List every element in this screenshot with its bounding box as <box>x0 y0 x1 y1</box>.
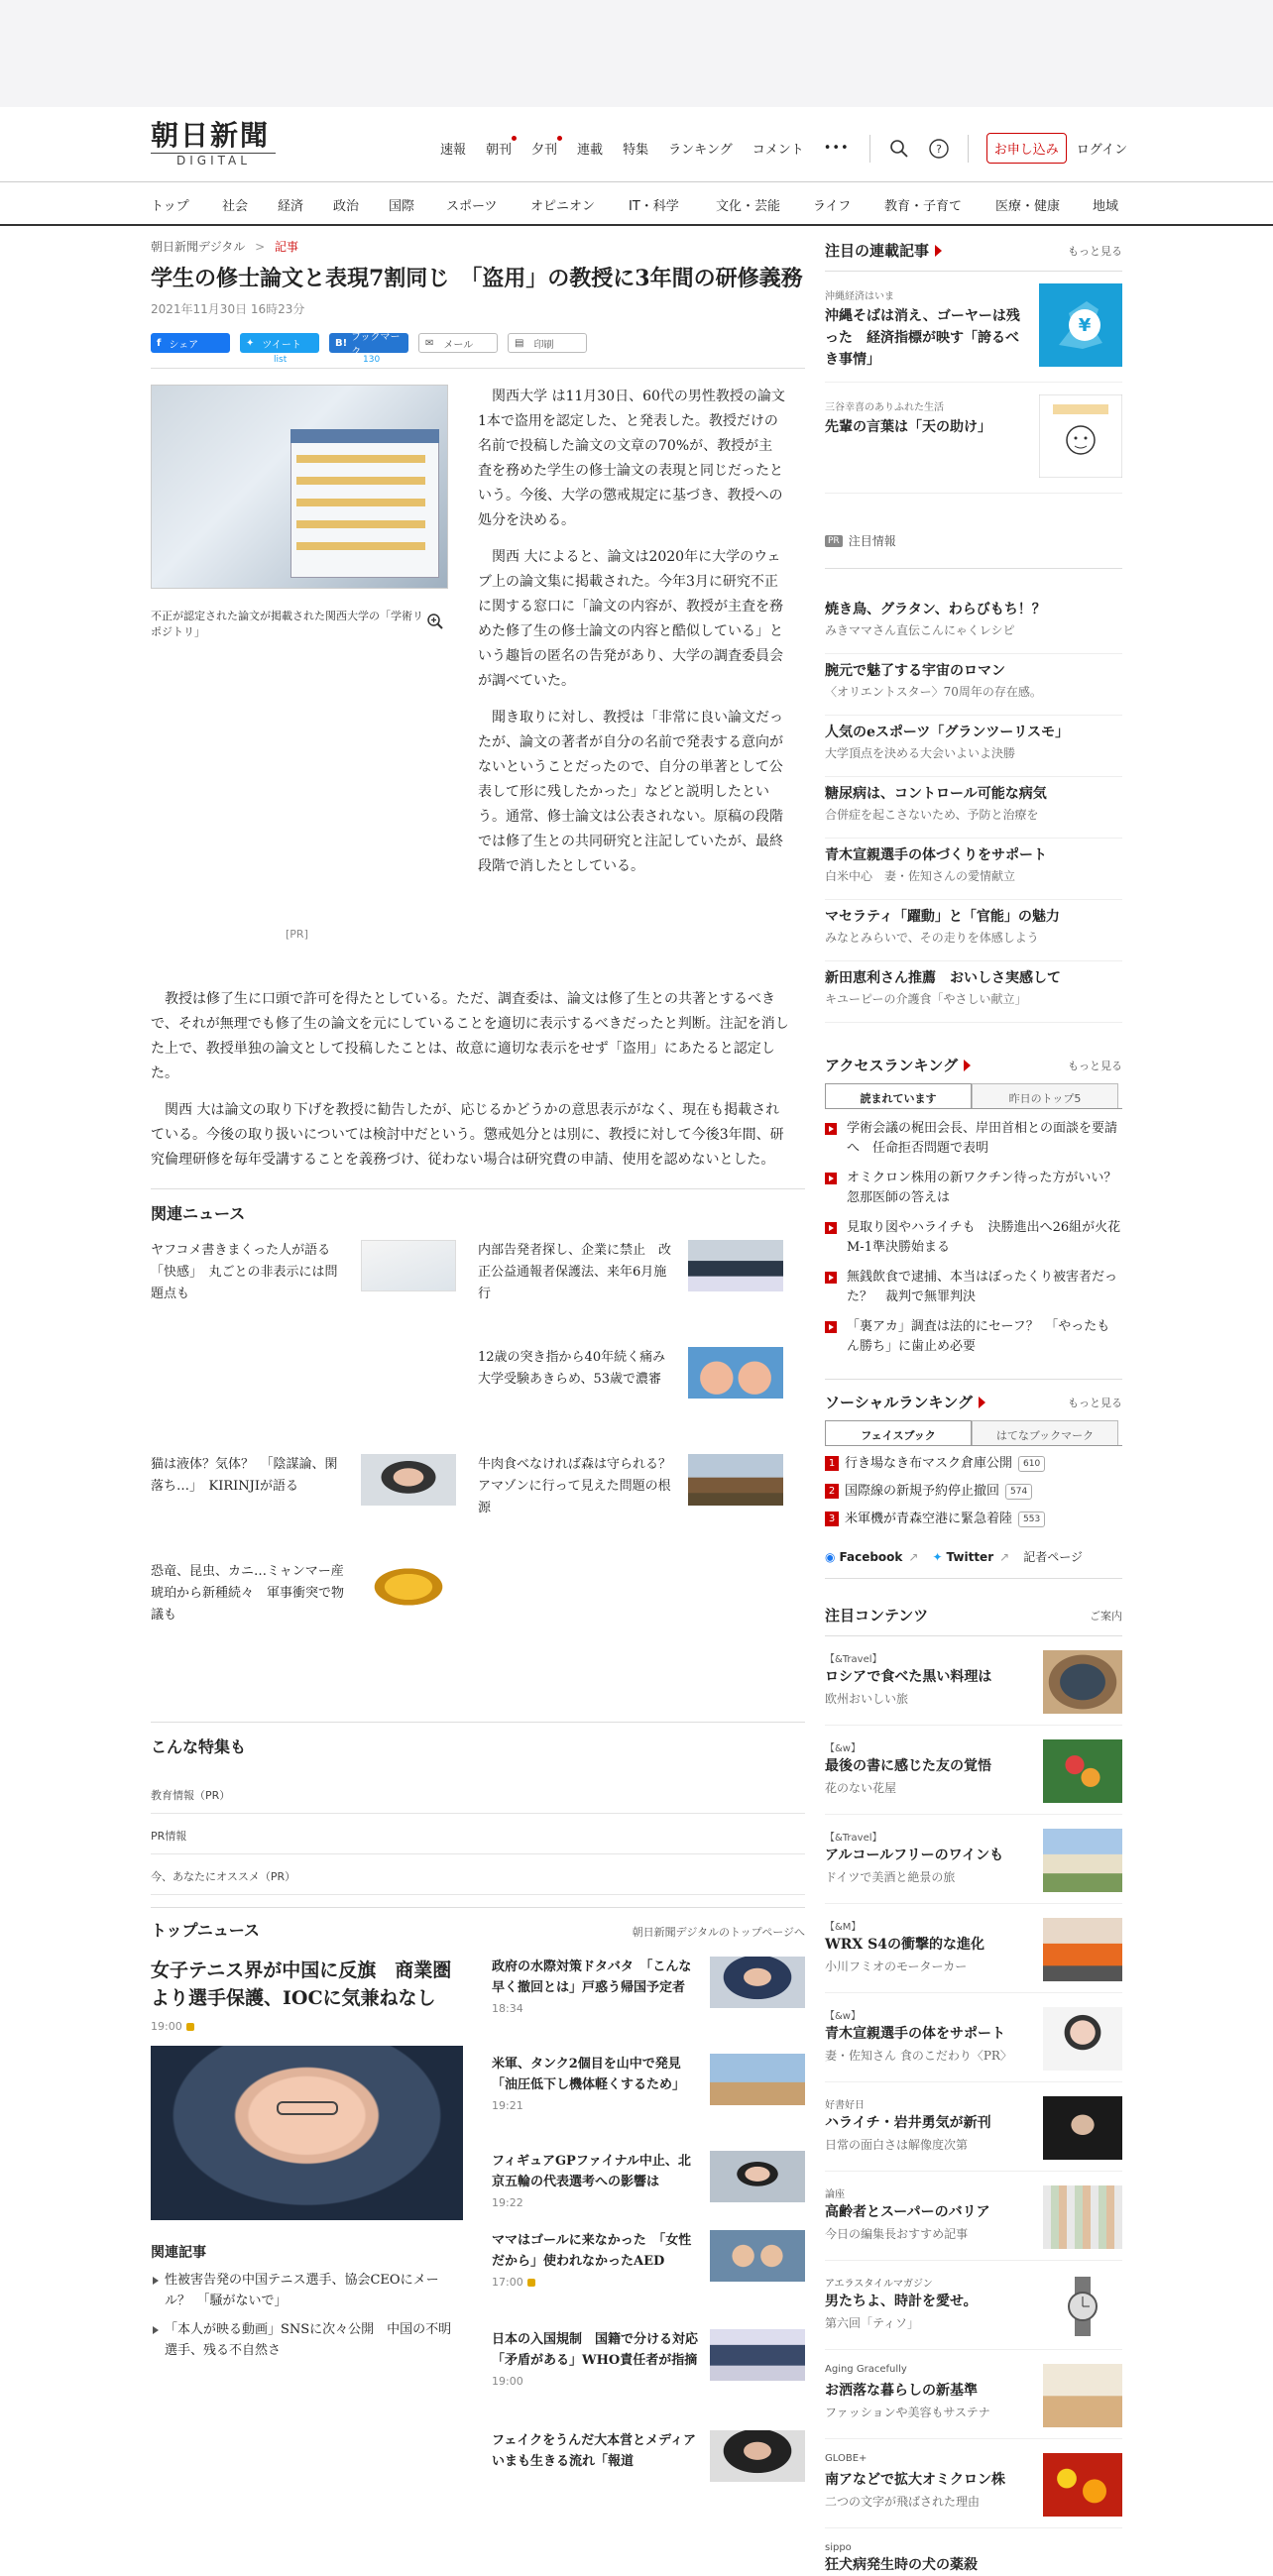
content-thumb <box>1043 1739 1122 1803</box>
hatena-bookmark-button[interactable]: B! ブックマーク 130 <box>329 333 408 353</box>
cat-international[interactable]: 国際 <box>389 199 415 214</box>
content-thumb <box>1043 2364 1122 2427</box>
access-more-link[interactable]: もっと見る <box>1068 1059 1122 1072</box>
cat-sports[interactable]: スポーツ <box>446 199 498 214</box>
article-paragraph: 聞き取りに対し、教授は「非常に良い論文だったが、論文の著者が自分の名前で発表する意向がないということだったので、自分の単著として公表して形に残したかった」などと説明したという。通常、修士論文は公表されない。原稿の段階では修了生との共同研究と注記していたが、最終段階で消したとしている。 <box>478 710 783 874</box>
related-thumb <box>688 1240 783 1291</box>
content-thumb <box>1043 2185 1122 2249</box>
mail-button[interactable]: ✉ メール <box>418 333 498 353</box>
logo-main: 朝日新聞 <box>151 119 271 152</box>
tab-hatena[interactable]: はてなブックマーク <box>972 1420 1118 1445</box>
new-dot <box>557 136 562 141</box>
access-ranking <box>825 1055 1134 1357</box>
topnews-item[interactable]: 政府の水際対策ドタバタ 「こんな早く撤回とは」戸惑う帰国予定者 18:34 <box>492 1957 805 2015</box>
lead-related-item[interactable]: 「本人が映る動画」SNSに次々公開 中国の不明選手、残る不自然さ <box>151 2319 463 2361</box>
facebook-share-button[interactable]: f シェア <box>151 333 230 353</box>
related-thumb <box>361 1240 456 1291</box>
article-body <box>151 385 805 979</box>
breadcrumb <box>151 238 805 255</box>
pr-heading: 注目情報 <box>848 534 896 548</box>
pr-item[interactable]: 腕元で魅了する宇宙のロマン 〈オリエントスター〉70周年の存在感。 <box>825 654 1122 716</box>
content-item[interactable]: 【&w】 青木宣親選手の体をサポート 妻・佐知さん 食のこだわり〈PR〉 <box>825 1993 1122 2082</box>
login-link[interactable]: ログイン <box>1076 143 1128 158</box>
topnews-link[interactable]: 朝日新聞デジタルのトップページへ <box>632 1926 805 1939</box>
article-photo[interactable] <box>151 385 448 589</box>
nav-divider <box>869 135 870 163</box>
twitter-icon: ✦ <box>932 1549 943 1564</box>
content-item[interactable]: 【&Travel】 アルコールフリーのワインも ドイツで美酒と絶景の旅 <box>825 1815 1122 1904</box>
series-item[interactable]: 三谷幸喜のありふれた生活 先輩の言葉は「天の助け」 <box>825 383 1122 494</box>
new-dot <box>512 136 517 141</box>
pr-header <box>825 513 1122 569</box>
lead-news-title[interactable]: 女子テニス界が中国に反旗 商業圏より選手保護、IOCに気兼ねなし <box>151 1960 452 2009</box>
cat-top[interactable]: トップ <box>151 199 189 214</box>
related-thumb <box>361 1454 456 1506</box>
series-more-link[interactable]: もっと見る <box>1068 244 1122 258</box>
nav-rensai[interactable]: 連載 <box>577 143 604 158</box>
pr-item[interactable]: 新田恵利さん推薦 おいしさ実感して キユーピーの介護食「やさしい献立」 <box>825 961 1122 1023</box>
bullet-icon <box>825 1222 837 1234</box>
related-item[interactable]: 12歳の突き指から40年続く痛み 大学受験あきらめ、53歳で濃審 <box>478 1347 785 1436</box>
related-item[interactable]: 内部告発者探し、企業に禁止 改正公益通報者保護法、来年6月施行 <box>478 1240 785 1329</box>
content-thumb <box>1043 1650 1122 1714</box>
pr-list <box>825 593 1122 1023</box>
breadcrumb-sep: > <box>255 240 266 254</box>
twitter-link[interactable]: Twitter <box>946 1549 994 1564</box>
related-item[interactable]: 恐竜、昆虫、カニ…ミャンマー産琥珀から新種続々 軍事衝突で物議も <box>151 1561 458 1650</box>
content-thumb <box>1043 1918 1122 1981</box>
print-icon: ▤ <box>515 337 524 349</box>
arrow-right-icon <box>979 1397 985 1408</box>
related-news <box>151 1188 805 1706</box>
special-row[interactable]: 教育情報（PR） <box>151 1773 805 1814</box>
facebook-icon: f <box>157 337 162 349</box>
nav-tokushu[interactable]: 特集 <box>623 143 649 158</box>
site-header <box>0 107 1273 182</box>
article-date: 2021年11月30日 16時23分 <box>151 302 305 316</box>
main-column <box>151 228 805 2472</box>
topnews-item[interactable]: フェイクをうんだ大本営とメディア いまも生きる流れ「報道 <box>492 2430 805 2472</box>
topnews-heading: トップニュース <box>151 1921 260 1940</box>
lock-icon <box>527 2279 535 2287</box>
cat-education[interactable]: 教育・子育て <box>884 199 963 214</box>
cat-culture[interactable]: 文化・芸能 <box>716 199 781 214</box>
special-row[interactable]: 今、あなたにオススメ（PR） <box>151 1854 805 1895</box>
article-text-full <box>151 987 790 1173</box>
nav-ranking[interactable]: ランキング <box>668 143 733 158</box>
pr-item[interactable]: 青木宣親選手の体づくりをサポート 白米中心 妻・佐知さんの愛情献立 <box>825 839 1122 900</box>
lead-related-heading: 関連記事 <box>151 2245 206 2261</box>
lead-news-time: 19:00 <box>151 2020 194 2033</box>
ranking-item[interactable]: 無銭飲食で逮捕、本当はぼったくり被害者だった？ 裁判で無罪判決 <box>825 1268 1122 1307</box>
lock-icon <box>186 2023 194 2031</box>
content-item[interactable]: 【&Travel】 ロシアで食べた黒い料理は 欧州おいしい旅 <box>825 1636 1122 1726</box>
special-heading: こんな特集も <box>151 1737 247 1756</box>
content-thumb <box>1043 1829 1122 1892</box>
reporters-link[interactable]: 記者ページ <box>1023 1550 1083 1564</box>
content-item[interactable]: 論座 高齢者とスーパーのバリア 今日の編集長おすすめ記事 <box>825 2172 1122 2261</box>
ranking-item[interactable]: 見取り図やハライチも 決勝進出へ26組が火花 M-1準決勝始まる <box>825 1218 1122 1258</box>
pr-item[interactable]: 焼き鳥、グラタン、わらびもち！？ みきママさん直伝こんにゃくレシピ <box>825 593 1122 654</box>
nav-choukan[interactable]: 朝刊 <box>486 139 512 158</box>
related-thumb <box>688 1347 783 1399</box>
related-item[interactable]: ヤフコメ書きまくった人が語る「快感」 丸ごとの非表示には問題点も <box>151 1240 458 1329</box>
article-paragraph: 関西 大によると、論文は2020年に大学のウェブ上の論文集に掲載された。今年3月に研究不正に関する窓口に「論文の内容が、教授が主査を務めた修了生の修士論文の内容と酷似している」という趣旨の匿名の告発があり、大学の調査委員会が調べていた。 <box>478 549 783 689</box>
access-heading: アクセスランキング <box>825 1057 959 1074</box>
breadcrumb-site[interactable]: 朝日新聞デジタル <box>151 240 246 254</box>
social-item[interactable]: 3 米軍機が青森空港に緊急着陸 553 <box>825 1510 1122 1529</box>
search-icon[interactable] <box>888 138 910 160</box>
lead-related-item[interactable]: 性被害告発の中国テニス選手、協会CEOにメール？ 「騒がないで」 <box>151 2270 463 2311</box>
content-item[interactable]: アエラスタイルマガジン 男たちよ、時計を愛せ。 第六回「ティソ」 <box>825 2261 1122 2350</box>
topnews-item[interactable]: フィギュアGPファイナル中止、北京五輪の代表選考への影響は 19:22 <box>492 2151 805 2209</box>
help-icon[interactable] <box>928 138 950 160</box>
cat-it-science[interactable]: IT・科学 <box>629 199 679 214</box>
tweet-count[interactable]: list <box>274 355 288 365</box>
contents-guide-link[interactable]: ご案内 <box>1090 1609 1122 1623</box>
related-heading: 関連ニュース <box>151 1204 246 1223</box>
social-item[interactable]: 1 行き場なき布マスク倉庫公開 610 <box>825 1454 1122 1474</box>
content-item[interactable]: GLOBE+ 南アなどで拡大オミクロン株 二つの文字が飛ばされた理由 <box>825 2439 1122 2528</box>
topnews-item[interactable]: 日本の入国規制 国籍で分ける対応「矛盾がある」WHO責任者が指摘 19:00 <box>492 2329 805 2388</box>
access-tabs <box>825 1083 1122 1109</box>
pr-item[interactable]: 人気のeスポーツ「グランツーリスモ」 大学頂点を決める大会いよいよ決勝 <box>825 716 1122 777</box>
photo-caption: 不正が認定された論文が掲載された関西大学の「学術リポジトリ」 <box>151 610 423 638</box>
social-tabs <box>825 1420 1122 1446</box>
mail-icon: ✉ <box>425 337 434 349</box>
lead-news-photo[interactable] <box>151 2046 463 2220</box>
top-ad-band <box>0 0 1273 107</box>
content-thumb <box>1043 2096 1122 2160</box>
special-row[interactable]: PR情報 <box>151 1814 805 1854</box>
external-link-icon: ↗ <box>999 1549 1010 1564</box>
bullet-icon <box>825 1272 837 1284</box>
svg-text:?: ? <box>935 142 942 156</box>
bullet-icon <box>825 1321 837 1333</box>
logo-sub: DIGITAL <box>151 153 276 168</box>
topnews-item[interactable]: 米軍、タンク2個目を山中で発見「油圧低下し機体軽くするため」 19:21 <box>492 2054 805 2112</box>
top-nav <box>440 133 1127 164</box>
share-bar <box>151 333 805 369</box>
cat-region[interactable]: 地域 <box>1093 199 1119 214</box>
social-heading: ソーシャルランキング <box>825 1394 973 1411</box>
arrow-right-icon <box>964 1060 971 1071</box>
content-item[interactable]: 好書好日 ハライチ・岩井勇気が新刊 日常の面白さは解像度次第 <box>825 2082 1122 2172</box>
related-item[interactable]: 猫は液体？気体？ 「陰謀論、閑落ち…」 KIRINJIが語る <box>151 1454 458 1543</box>
ranking-item[interactable]: 学術会議の梶田会長、岸田首相との面談を要請へ 任命拒否問題で表明 <box>825 1119 1122 1159</box>
article-title: 学生の修士論文と表現7割同じ 「盗用」の教授に3年間の研修義務 <box>151 266 803 291</box>
content-thumb <box>1043 2453 1122 2517</box>
more-icon[interactable]: ••• <box>823 141 850 156</box>
topnews-thumb <box>710 2230 805 2282</box>
watch-icon <box>1043 2275 1122 2338</box>
topnews-thumb <box>710 2054 805 2105</box>
topnews-thumb <box>710 2329 805 2381</box>
contents-heading: 注目コンテンツ <box>825 1607 929 1624</box>
sidebar <box>825 228 1134 2573</box>
topnews-thumb <box>710 2430 805 2482</box>
print-button[interactable]: ▤ 印刷 <box>508 333 587 353</box>
illustration-icon <box>1039 394 1122 478</box>
related-thumb <box>361 1561 456 1613</box>
follow-links <box>825 1535 1122 1579</box>
article-text-right <box>478 385 785 891</box>
pr-label: [PR] <box>286 928 308 941</box>
series-item[interactable]: 沖縄経済はいま 沖縄そばは消え、ゴーヤーは残った 経済指標が映す「誇るべき事情」 ¥ <box>825 272 1122 383</box>
tab-most-read[interactable]: 読まれています <box>825 1083 972 1108</box>
article-paragraph: 教授は修了生に口頭で許可を得たとしている。ただ、調査委は、論文は修了生との共著とするべきで、それが無理でも修了生の論文を元にしていることを適切に表示するべきだったと判断。注記を消した上で、教授単独の論文として投稿したことは、故意に適切な表示をせず「盗用」にあたると認定した。 <box>151 991 789 1081</box>
cat-opinion[interactable]: オピニオン <box>530 199 596 214</box>
nav-sokuho[interactable]: 速報 <box>440 143 467 158</box>
bullet-icon <box>825 1173 837 1184</box>
svg-text:¥: ¥ <box>1078 315 1092 336</box>
series-header <box>825 240 1122 272</box>
content-item[interactable]: 【&w】 最後の書に感じた友の覚悟 花のない花屋 <box>825 1726 1122 1815</box>
tab-facebook[interactable]: フェイスブック <box>825 1420 972 1445</box>
topnews-thumb <box>710 2151 805 2202</box>
cat-society[interactable]: 社会 <box>222 199 249 214</box>
hatena-icon: B! <box>335 337 348 349</box>
cat-life[interactable]: ライフ <box>813 199 852 214</box>
pr-badge: PR <box>825 535 843 547</box>
topnews-header <box>151 1907 805 1941</box>
cat-medical[interactable]: 医療・健康 <box>995 199 1061 214</box>
twitter-icon: ✦ <box>246 337 255 349</box>
social-ranking <box>825 1379 1122 1579</box>
topnews-item[interactable]: ママはゴールに来なかった 「女性だから」使われなかったAED 17:00 <box>492 2230 805 2289</box>
social-more-link[interactable]: もっと見る <box>1068 1396 1122 1409</box>
facebook-icon: ◉ <box>825 1549 836 1564</box>
facebook-link[interactable]: Facebook <box>839 1549 903 1564</box>
pr-item[interactable]: 糖尿病は、コントロール可能な病気 合併症を起こさないため、予防と治療を <box>825 777 1122 839</box>
content-item[interactable]: sippo 狂犬病発生時の犬の薬殺 <box>825 2542 978 2573</box>
pr-item[interactable]: マセラティ「躍動」と「官能」の魅力 みなとみらいで、その走りを体感しよう <box>825 900 1122 961</box>
subscribe-button[interactable]: お申し込み <box>986 133 1067 164</box>
cat-economy[interactable]: 経済 <box>278 199 304 214</box>
series-heading: 注目の連載記事 <box>825 242 930 260</box>
zoom-icon[interactable] <box>426 613 444 630</box>
tab-yesterday-top5[interactable]: 昨日のトップ5 <box>972 1083 1118 1108</box>
related-item[interactable]: 牛肉食べなければ森は守られる？ アマゾンに行って見えた問題の根源 <box>478 1454 785 1543</box>
arrow-right-icon <box>935 245 942 257</box>
topnews <box>151 1957 805 2472</box>
cat-politics[interactable]: 政治 <box>333 199 360 214</box>
ranking-item[interactable]: オミクロン株用の新ワクチン待った方がいい？ 忽那医師の答えは <box>825 1169 1122 1208</box>
article-paragraph: 関西 大は論文の取り下げを教授に勧告したが、応じるかどうかの意思表示がなく、現在も掲載されている。今後の取り扱いについては検討中だという。懲戒処分とは別に、教授に対して今後3年間、研究倫理研修を毎年受講することを義務づけ、従わない場合は研究費の申請、使用を認めないとした。 <box>151 1102 784 1168</box>
special-features <box>151 1722 805 1895</box>
content-thumb <box>1043 2007 1122 2071</box>
breadcrumb-current[interactable]: 記事 <box>275 240 299 254</box>
social-item[interactable]: 2 国際線の新規予約停止撤回 574 <box>825 1482 1122 1502</box>
bookmark-count[interactable]: 130 <box>363 355 381 365</box>
article-paragraph: 関西大学 は11月30日、60代の男性教授の論文1本で盗用を認定した、と発表した。教授だけの名前で投稿した論文の文章の70%が、教授が主査を務めた学生の修士論文の表現と同じだったという。今後、大学の懲戒規定に基づき、教授への処分を決める。 <box>478 389 785 528</box>
tweet-button[interactable]: ✦ ツイート list <box>240 333 319 353</box>
nav-divider <box>968 135 969 163</box>
content-item[interactable]: Aging Gracefully お洒落な暮らしの新基準 ファッションや美容もサステナ <box>825 2350 1122 2439</box>
topnews-thumb <box>710 1957 805 2008</box>
external-link-icon: ↗ <box>908 1549 919 1564</box>
nav-comment[interactable]: コメント <box>752 143 804 158</box>
related-thumb <box>688 1454 783 1506</box>
ranking-item[interactable]: 「裏アカ」調査は法的にセーフ？ 「やったもん勝ち」に歯止め必要 <box>825 1317 1122 1357</box>
site-logo[interactable] <box>151 121 280 170</box>
yen-map-icon <box>1039 283 1122 367</box>
bullet-icon <box>825 1123 837 1135</box>
contents-header <box>825 1605 1122 1636</box>
content-item[interactable]: 【&M】 WRX S4の衝撃的な進化 小川フミオのモーターカー <box>825 1904 1122 1993</box>
category-nav <box>0 182 1273 226</box>
nav-yukan[interactable]: 夕刊 <box>531 139 557 158</box>
